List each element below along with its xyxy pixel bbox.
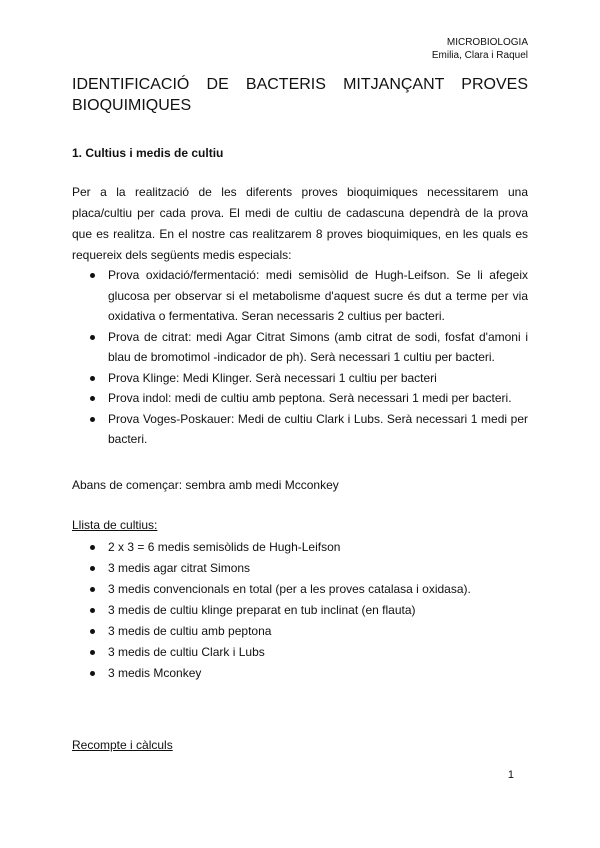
- header-subject: MICROBIOLOGIA: [446, 37, 528, 48]
- test-item: Prova de citrat: medi Agar Citrat Simons (amb citrat de sodi, fosfat d'amoni i blau de bromotimol -indicador de ph). Serà necessari 1 cultiu per bacteri.: [90, 327, 528, 368]
- culture-item: 3 medis de cultiu Clark i Lubs: [90, 642, 528, 663]
- header-authors: Emilia, Clara i Raquel: [431, 50, 528, 61]
- tests-list: [90, 265, 528, 450]
- culture-item: 3 medis de cultiu klinge preparat en tub inclinat (en flauta): [90, 600, 528, 621]
- before-start-note: Abans de començar: sembra amb medi Mcconkey: [72, 478, 339, 492]
- culture-list: [90, 537, 528, 684]
- test-item: Prova oxidació/fermentació: medi semisòlid de Hugh-Leifson. Se li afegeix glucosa per observar si el metabolisme d'aquest sucre és dut a terme per via oxidativa o fermentativa. Seran necessaris 2 cultius per bacteri.: [90, 265, 528, 327]
- culture-item: 2 x 3 = 6 medis semisòlids de Hugh-Leifson: [90, 537, 528, 558]
- test-item: Prova Klinge: Medi Klinger. Serà necessari 1 cultiu per bacteri: [90, 368, 528, 389]
- recount-heading: Recompte i càlculs: [72, 738, 173, 752]
- test-item: Prova indol: medi de cultiu amb peptona. Serà necessari 1 medi per bacteri.: [90, 388, 528, 409]
- document-title: IDENTIFICACIÓ DE BACTERIS MITJANÇANT PROVES BIOQUIMIQUES: [72, 76, 528, 114]
- culture-item: 3 medis convencionals en total (per a les proves catalasa i oxidasa).: [90, 579, 528, 600]
- test-item: Prova Voges-Poskauer: Medi de cultiu Clark i Lubs. Serà necessari 1 medi per bacteri.: [90, 409, 528, 450]
- culture-item: 3 medis Mconkey: [90, 663, 528, 684]
- page-number: 1: [507, 769, 514, 781]
- section-heading: 1. Cultius i medis de cultiu: [72, 146, 224, 160]
- culture-item: 3 medis agar citrat Simons: [90, 558, 528, 579]
- culture-item: 3 medis de cultiu amb peptona: [90, 621, 528, 642]
- page-header: [432, 36, 528, 62]
- culture-list-title: Llista de cultius:: [72, 518, 158, 532]
- intro-paragraph: Per a la realització de les diferents proves bioquimiques necessitarem una placa/cultiu per cada prova. El medi de cultiu de cadascuna dependrà de la prova que es realitza. En el nostre cas realitzarem 8 proves bioquimiques, en les quals es requereix dels següents medis especials:: [72, 185, 528, 262]
